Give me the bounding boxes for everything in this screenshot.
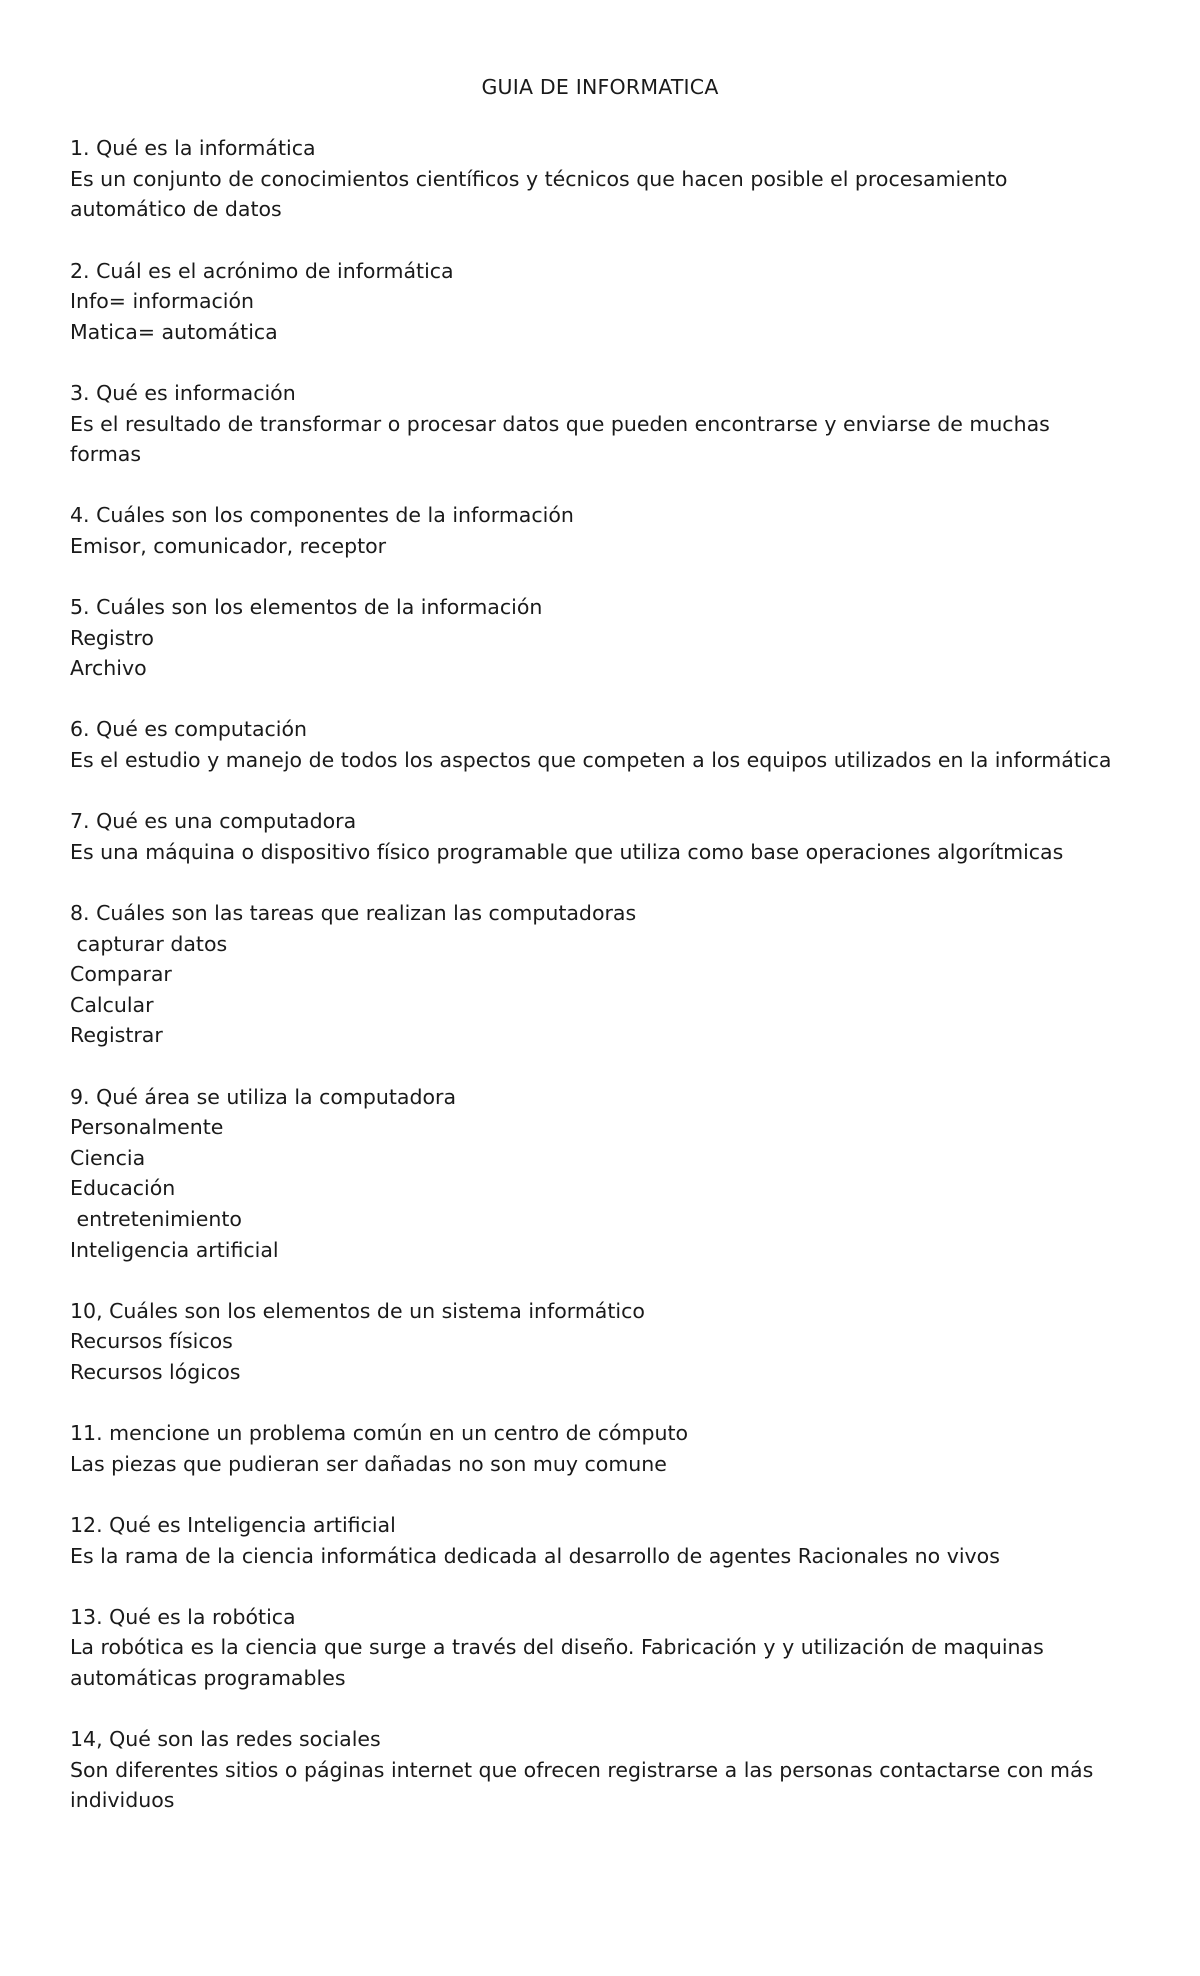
- answer-line: Registrar: [70, 1023, 163, 1048]
- question-text: 3. Qué es información: [70, 380, 296, 405]
- question-item: [70, 1602, 1130, 1694]
- question-text: 13. Qué es la robótica: [70, 1604, 296, 1629]
- question-item: [70, 592, 1130, 684]
- answer-line: Es la rama de la ciencia informática dedicada al desarrollo de agentes Racionales no vivos: [70, 1543, 1000, 1568]
- answer-line: automático de datos: [70, 197, 282, 222]
- answer-line: Son diferentes sitios o páginas internet que ofrecen registrarse a las personas contactarse con más: [70, 1757, 1094, 1782]
- answer-line: Es una máquina o dispositivo físico programable que utiliza como base operaciones algorítmicas: [70, 839, 1064, 864]
- question-text: 10, Cuáles son los elementos de un sistema informático: [70, 1298, 645, 1323]
- question-item: [70, 806, 1130, 867]
- question-item: [70, 1510, 1130, 1571]
- answer-line: Las piezas que pudieran ser dañadas no son muy comune: [70, 1451, 667, 1476]
- question-list: [70, 133, 1130, 1816]
- question-text: 4. Cuáles son los componentes de la información: [70, 503, 574, 528]
- question-text: 8. Cuáles son las tareas que realizan las computadoras: [70, 901, 637, 926]
- answer-line: Calcular: [70, 992, 154, 1017]
- answer-line: capturar datos: [70, 931, 228, 956]
- question-text: 14, Qué son las redes sociales: [70, 1727, 381, 1752]
- document-title: GUIA DE INFORMATICA: [481, 75, 719, 99]
- question-text: 1. Qué es la informática: [70, 136, 316, 161]
- answer-line: Registro: [70, 625, 154, 650]
- answer-line: Info= información: [70, 289, 255, 314]
- question-item: [70, 1082, 1130, 1266]
- answer-line: Recursos físicos: [70, 1329, 233, 1354]
- answer-line: formas: [70, 442, 142, 467]
- question-item: [70, 714, 1130, 775]
- answer-line: Personalmente: [70, 1115, 224, 1140]
- question-text: 12. Qué es Inteligencia artificial: [70, 1512, 396, 1537]
- answer-line: Ciencia: [70, 1145, 146, 1170]
- answer-line: Recursos lógicos: [70, 1359, 241, 1384]
- answer-line: Es el estudio y manejo de todos los aspectos que competen a los equipos utilizados en la informática: [70, 748, 1112, 773]
- question-item: [70, 898, 1130, 1051]
- answer-line: Comparar: [70, 962, 172, 987]
- answer-line: Archivo: [70, 656, 147, 681]
- answer-line: individuos: [70, 1788, 175, 1813]
- question-item: [70, 1724, 1130, 1816]
- question-item: [70, 378, 1130, 470]
- question-item: [70, 1418, 1130, 1479]
- question-item: [70, 500, 1130, 561]
- answer-line: Es el resultado de transformar o procesar datos que pueden encontrarse y enviarse de muchas: [70, 411, 1050, 436]
- answer-line: Inteligencia artificial: [70, 1237, 279, 1262]
- question-text: 2. Cuál es el acrónimo de informática: [70, 258, 454, 283]
- question-text: 9. Qué área se utiliza la computadora: [70, 1084, 457, 1109]
- answer-line: La robótica es la ciencia que surge a través del diseño. Fabricación y y utilización de maquinas: [70, 1635, 1044, 1660]
- answer-line: Emisor, comunicador, receptor: [70, 533, 387, 558]
- answer-line: automáticas programables: [70, 1665, 346, 1690]
- question-item: [70, 133, 1130, 225]
- question-text: 6. Qué es computación: [70, 717, 308, 742]
- answer-line: entretenimiento: [70, 1206, 242, 1231]
- answer-line: Educación: [70, 1176, 176, 1201]
- question-item: [70, 256, 1130, 348]
- question-text: 7. Qué es una computadora: [70, 809, 357, 834]
- answer-line: Matica= automática: [70, 319, 278, 344]
- answer-line: Es un conjunto de conocimientos científicos y técnicos que hacen posible el procesamiento: [70, 166, 1008, 191]
- question-text: 5. Cuáles son los elementos de la información: [70, 595, 543, 620]
- question-text: 11. mencione un problema común en un centro de cómputo: [70, 1421, 689, 1446]
- question-item: [70, 1296, 1130, 1388]
